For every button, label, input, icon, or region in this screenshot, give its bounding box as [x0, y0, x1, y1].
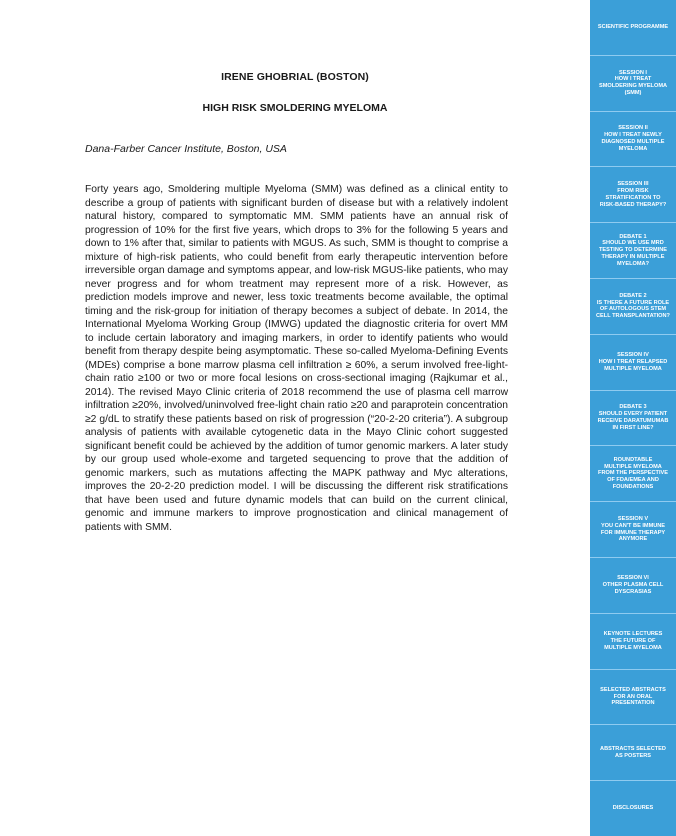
affiliation: Dana-Farber Cancer Institute, Boston, USA — [85, 143, 287, 155]
sidebar-nav — [590, 0, 676, 836]
nav-session-1[interactable]: SESSION I HOW I TREAT SMOLDERING MYELOMA (SMM) — [590, 56, 676, 112]
abstract-body: Forty years ago, Smoldering multiple Myeloma (SMM) was defined as a clinical entity to describe a group of patients with significant burden of disease but with a relatively indolent natural history, compared to symptomatic MM. SMM patients have an annual risk of progression of 10% for the first five years, which drops to 3% for the following 5 years and down to 1% after that, similar to patients with MGUS. As such, SMM is thought to comprise a mixture of high-risk patients, who could benefit from early therapeutic intervention before irreversible organ damage and symptoms appear, and low-risk MGUS-like patients, who may never progress and for whom treatment may represent more of a risk. However, as prediction models improve and newer, less toxic treatments become available, the optimal timing and the risk-group for initiation of therapy becomes a subject of debate. In 2014, the International Myeloma Working Group (IMWG) updated the diagnostic criteria for overt MM to include certain laboratory and imaging markers, in order to identify patients who would benefit from therapy despite being asymptomatic. These so-called Myeloma-Defining Events (MDEs) comprise a bone marrow plasma cell infiltration ≥ 60%, a serum involved free-light-chain ratio ≥100 or two or more focal lesions on cross-sectional imaging (Rajkumar et al., 2014). The revised Mayo Clinic criteria of 2018 recommend the use of plasma cell marrow infiltration ≥20%, involved/uninvolved free-light chain ratio ≥20 and paraprotein concentration ≥2 g/dL to stratify these patients based on risk of progression (“20-2-20 criteria”). A subgroup analysis of patients with available cytogenetic data in the Mayo Clinic cohort suggested significant benefit could be achieved by the addition of tumor genomic markers. A later study by our group used whole-exome and targeted sequencing to prove that the addition of genomic markers, such as mutations affecting the MAPK pathway and Myc alterations, improves the 20-2-20 prediction model. I will be discussing the different risk stratifications that have been used and future dynamic models that can build on the current clinical, genomic and immune markers to improve prognostication and clinical management of patients with SMM. — [85, 184, 508, 533]
author-heading: IRENE GHOBRIAL (BOSTON) — [221, 71, 369, 83]
nav-debate-1[interactable]: DEBATE 1 SHOULD WE USE MRD TESTING TO DETERMINE THERAPY IN MULTIPLE MYELOMA? — [590, 223, 676, 279]
nav-session-6[interactable]: SESSION VI OTHER PLASMA CELL DYSCRASIAS — [590, 558, 676, 614]
nav-session-2[interactable]: SESSION II HOW I TREAT NEWLY DIAGNOSED MULTIPLE MYELOMA — [590, 112, 676, 168]
nav-roundtable[interactable]: ROUNDTABLE MULTIPLE MYELOMA FROM THE PERSPECTIVE OF FDA/EMEA AND FOUNDATIONS — [590, 446, 676, 502]
nav-selected-abstracts-oral[interactable]: SELECTED ABSTRACTS FOR AN ORAL PRESENTATION — [590, 670, 676, 726]
nav-disclosures[interactable]: DISCLOSURES — [612, 805, 654, 812]
nav-session-5[interactable]: SESSION V YOU CAN'T BE IMMUNE FOR IMMUNE THERAPY ANYMORE — [590, 502, 676, 558]
nav-scientific-programme[interactable]: SCIENTIFIC PROGRAMME — [590, 0, 676, 56]
nav-debate-2[interactable]: DEBATE 2 IS THERE A FUTURE ROLE OF AUTOLOGOUS STEM CELL TRANSPLANTATION? — [590, 279, 676, 335]
abstract-title: HIGH RISK SMOLDERING MYELOMA — [202, 102, 388, 114]
nav-session-4[interactable]: SESSION IV HOW I TREAT RELAPSED MULTIPLE MYELOMA — [590, 335, 676, 391]
nav-keynote-lectures[interactable]: KEYNOTE LECTURES THE FUTURE OF MULTIPLE MYELOMA — [590, 614, 676, 670]
nav-abstracts-posters[interactable]: ABSTRACTS SELECTED AS POSTERS — [590, 725, 676, 781]
nav-debate-3[interactable]: DEBATE 3 SHOULD EVERY PATIENT RECEIVE DARATUMUMAB IN FIRST LINE? — [590, 391, 676, 447]
nav-session-3[interactable]: SESSION III FROM RISK STRATIFICATION TO RISK-BASED THERAPY? — [590, 167, 676, 223]
